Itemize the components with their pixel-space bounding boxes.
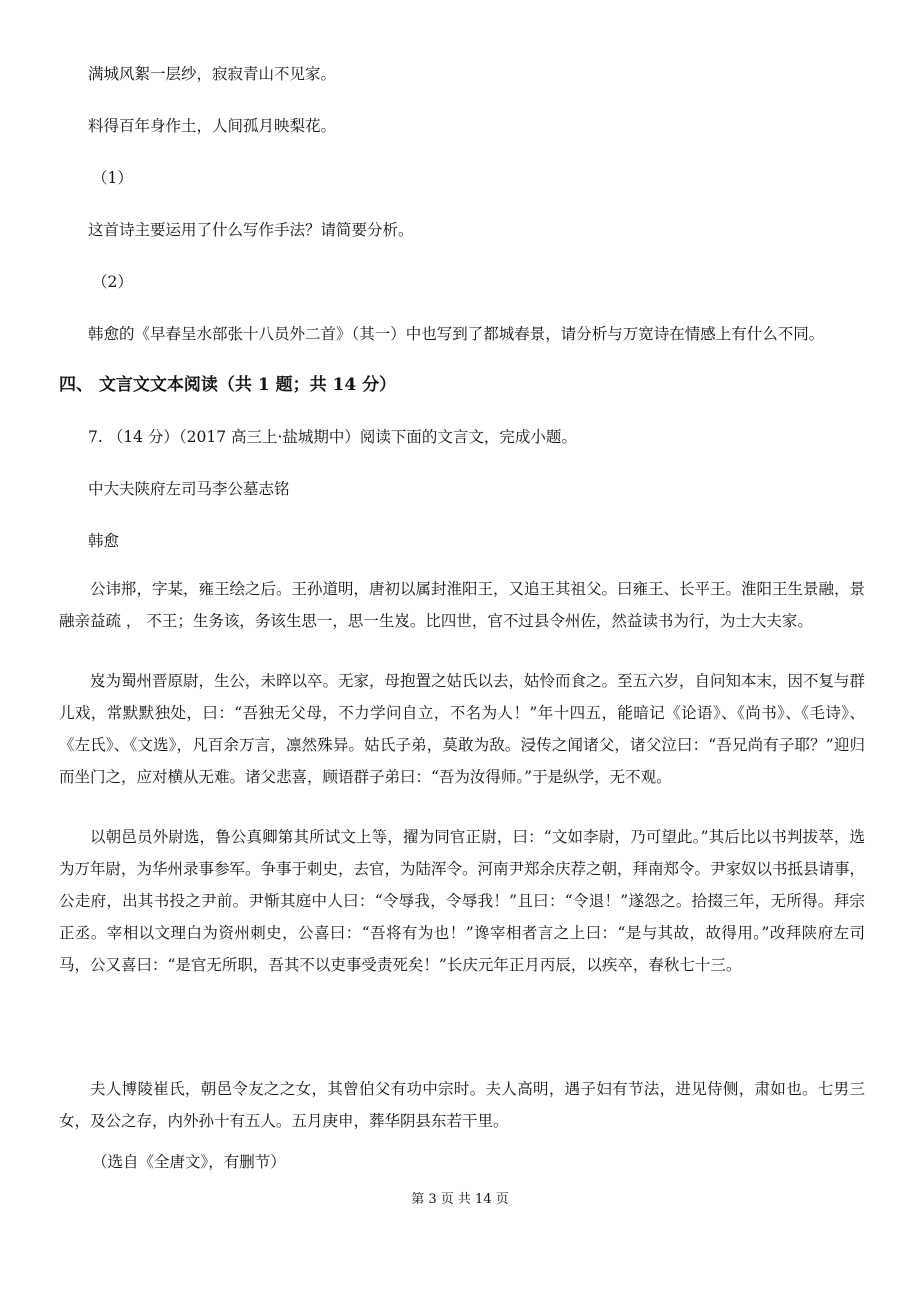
poem-line: 料得百年身作土，人间孤月映梨花。	[88, 117, 337, 135]
question-stem: 7. （14 分）（2017 高三上·盐城期中）阅读下面的文言文，完成小题。	[88, 428, 577, 446]
passage-source: （选自《全唐文》，有删节）	[92, 1153, 286, 1171]
poem-line: 满城风絮一层纱，寂寂青山不见家。	[88, 65, 337, 83]
sub-question-label: （2）	[92, 273, 133, 291]
page-footer: 第 3 页 共 14 页	[411, 1192, 509, 1207]
sub-question-label: （1）	[92, 169, 133, 187]
sub-question-text: 这首诗主要运用了什么写作手法？请简要分析。	[88, 221, 414, 239]
passage-paragraph: 岌为蜀州晋原尉，生公，未晬以卒。无家，母抱置之姑氏以去，姑怜而食之。至五六岁，自问知本末，因不复与群儿戏，常默默独处，曰：“吾独无父母，不力学问自立，不名为人！”年十四五，能暗记《论语》、《尚书》、《毛诗》、《左氏》、《文选》，凡百余万言，凛然殊异。姑氏子弟，莫敢为敌。浸传之闻诸父，诸父泣曰：“吾兄尚有子耶？”迎归而坐门之，应对横从无难。诸父悲喜，顾语群子弟曰：“吾为汝得师。”于是纵学，无不观。	[59, 672, 866, 786]
passage-title: 中大夫陕府左司马李公墓志铭	[88, 480, 290, 498]
passage-paragraph: 夫人博陵崔氏，朝邑令友之之女，其曾伯父有功中宗时。夫人高明，遇子妇有节法，进见侍侧，肃如也。七男三女，及公之存，内外孙十有五人。五月庚申，葬华阴县东若干里。	[59, 1080, 865, 1130]
passage-author: 韩愈	[88, 532, 120, 550]
sub-question-text: 韩愈的《早春呈水部张十八员外二首》（其一）中也写到了都城春景，请分析与万宽诗在情感上有什么不同。	[88, 325, 825, 343]
passage-paragraph: 公讳郱，字某，雍王绘之后。王孙道明，唐初以属封淮阳王，又追王其祖父。曰雍王、长平王。淮阳王生景融，景融亲益疏 ， 不王；生务该，务该生思一，思一生岌。比四世，官不过县令州佐，然益读书为行，为士大夫家。	[59, 580, 866, 630]
section-heading: 四、 文言文文本阅读（共 1 题；共 14 分）	[59, 375, 397, 395]
passage-paragraph: 以朝邑员外尉选，鲁公真卿第其所试文上等，擢为同官正尉，曰：“文如李尉，乃可望此。”其后比以书判拔萃，选为万年尉，为华州录事参军。争事于刺史，去官，为陆浑令。河南尹郑余庆荐之朝，拜南郑令。尹家奴以书抵县请事，公走府，出其书投之尹前。尹惭其庭中人曰：“令辱我，令辱我！”且曰：“令退！”遂怨之。拾掇三年，无所得。拜宗正丞。宰相以文理白为资州刺史，公喜曰：“吾将有为也！”谗宰相者言之上曰：“是与其故，故得用。”改拜陕府左司马，公又喜曰：“是官无所职，吾其不以吏事受责死矣！”长庆元年正月丙辰，以疾卒，春秋七十三。	[59, 828, 866, 974]
